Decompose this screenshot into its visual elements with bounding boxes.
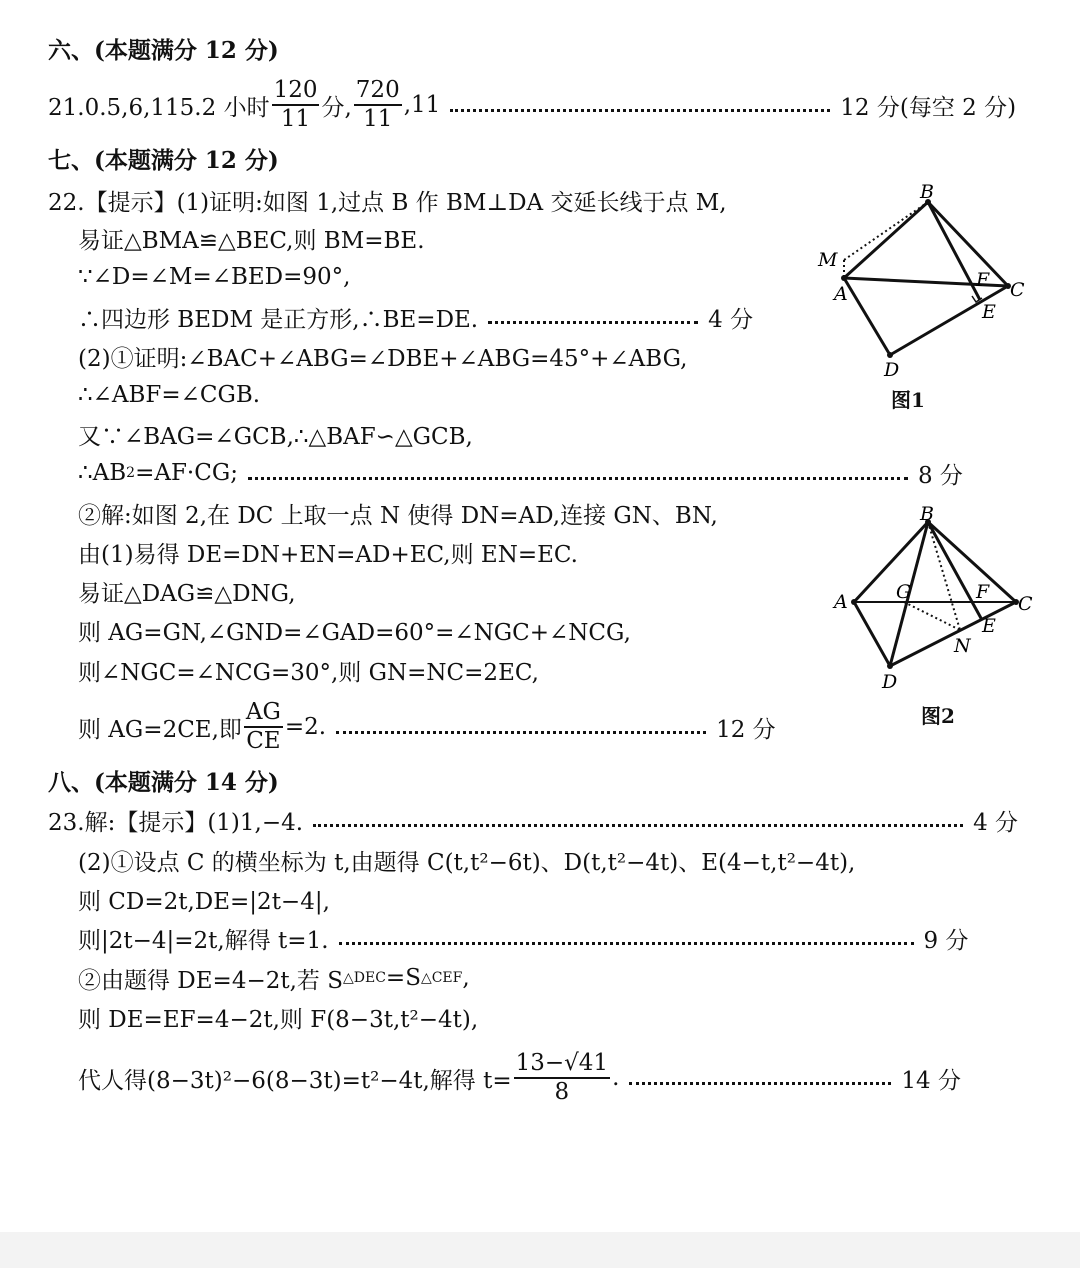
fig2-label-d: D [882, 671, 898, 693]
q23-line-5-b: =S [385, 965, 421, 991]
figure-1-caption: 图1 [891, 388, 925, 412]
q23-line-5-sub1: △DEC [342, 970, 386, 986]
q22-line-14 [78, 700, 776, 754]
q22-line-14-b: =2. [284, 714, 327, 740]
q22-frac-den: CE [246, 728, 281, 754]
q23-score-9: 9 分 [923, 927, 969, 954]
q23-line-7-b: . [612, 1065, 620, 1091]
q22-fraction [244, 701, 283, 753]
q21-frac1-num: 120 [272, 79, 320, 106]
fig2-point-d [887, 663, 893, 669]
q23-line-1 [48, 800, 1018, 840]
fig2-line-be [928, 522, 982, 620]
fig1-point-a [841, 275, 847, 281]
section-6-header: 六、(本题满分 12 分) [48, 36, 279, 64]
q23-line-4-text: 则|2t−4|=2t,解得 t=1. [78, 927, 329, 954]
q22-line-8-b: =AF·CG; [135, 460, 238, 486]
fig2-label-f: F [976, 581, 990, 603]
section-8-header: 八、(本题满分 14 分) [48, 768, 279, 796]
fig1-label-m: M [818, 249, 838, 271]
q22-line-6: ∴∠ABF=∠CGB. [78, 382, 261, 408]
leader-dots [488, 318, 698, 324]
q21-fraction-1 [272, 79, 320, 131]
leader-dots [313, 821, 963, 827]
q22-line-12: 则 AG=GN,∠GND=∠GAD=60°=∠NGC+∠NCG, [78, 619, 631, 646]
fig1-label-e: E [982, 301, 996, 323]
q22-line-8-sup: 2 [126, 465, 136, 481]
fig1-label-c: C [1010, 279, 1025, 301]
q22-score-8: 8 分 [917, 462, 963, 489]
fig2-line-bc [928, 522, 1016, 602]
figure-2-caption: 图2 [921, 704, 955, 728]
q23-frac-den: 8 [554, 1079, 570, 1105]
fig1-label-f: F [976, 269, 990, 291]
q22-line-10: 由(1)易得 DE=DN+EN=AD+EC,则 EN=EC. [78, 541, 578, 568]
fig1-point-d [887, 352, 893, 358]
q21-line [48, 77, 1017, 132]
q22-line-2: 易证△BMA≌△BEC,则 BM=BE. [78, 227, 425, 254]
q22-line-5: (2)①证明:∠BAC+∠ABG=∠DBE+∠ABG=45°+∠ABG, [78, 345, 688, 372]
q23-fraction [514, 1052, 610, 1104]
fig1-line-ad [844, 278, 890, 355]
figure-1 [800, 180, 1040, 380]
q22-score-4: 4 分 [708, 306, 754, 333]
q22-line-1: 22.【提示】(1)证明:如图 1,过点 B 作 BM⊥DA 交延长线于点 M, [48, 189, 727, 216]
leader-dots [629, 1079, 891, 1085]
q21-text-a: 21.0.5,6,115.2 小时 [48, 94, 270, 121]
q22-line-9: ②解:如图 2,在 DC 上取一点 N 使得 DN=AD,连接 GN、BN, [78, 502, 718, 529]
q23-line-4 [78, 918, 968, 958]
leader-dots [339, 939, 914, 945]
q23-line-5-a: ②由题得 DE=4−2t,若 S [78, 967, 343, 994]
fig2-label-a: A [834, 591, 848, 613]
fig2-label-e: E [982, 615, 996, 637]
fig2-line-dc [890, 602, 1016, 666]
q22-line-8 [78, 453, 963, 493]
q23-score-4: 4 分 [973, 809, 1019, 836]
q21-frac2-den: 11 [363, 106, 393, 132]
q23-line-5-sub2: △CEF [420, 970, 463, 986]
fig1-label-b: B [920, 181, 934, 203]
page-bottom-edge [0, 1232, 1080, 1268]
fig1-line-ba [844, 202, 928, 278]
q21-text-c: ,11 [403, 92, 441, 118]
fig1-label-d: D [884, 359, 900, 380]
q23-score-14: 14 分 [901, 1067, 961, 1094]
figure-2 [820, 500, 1040, 700]
q23-line-7-a: 代人得(8−3t)²−6(8−3t)=t²−4t,解得 t= [78, 1067, 512, 1094]
fig2-line-ad [854, 602, 890, 666]
q21-frac2-num: 720 [354, 79, 402, 106]
q23-line-1-text: 23.解:【提示】(1)1,−4. [48, 809, 304, 836]
q23-line-5 [78, 958, 470, 998]
q23-frac-num: 13−√41 [514, 1052, 610, 1079]
leader-dots [336, 728, 706, 734]
q23-line-2: (2)①设点 C 的横坐标为 t,由题得 C(t,t²−6t)、D(t,t²−4t)、E(4−t,t²−4t), [78, 849, 856, 876]
section-7-header: 七、(本题满分 12 分) [48, 146, 279, 174]
q22-line-4 [78, 297, 753, 337]
q22-line-8-a: ∴AB [78, 460, 127, 486]
q23-line-5-c: , [462, 965, 470, 991]
leader-dots [248, 474, 908, 480]
q22-line-11: 易证△DAG≌△DNG, [78, 580, 296, 607]
fig1-label-a: A [834, 283, 848, 305]
q21-score: 12 分(每空 2 分) [840, 94, 1017, 121]
q23-line-3: 则 CD=2t,DE=|2t−4|, [78, 888, 330, 915]
leader-dots [450, 106, 830, 112]
q22-line-3: ∵∠D=∠M=∠BED=90°, [78, 264, 351, 290]
q22-frac-num: AG [244, 701, 283, 728]
q22-line-13: 则∠NGC=∠NCG=30°,则 GN=NC=2EC, [78, 659, 539, 686]
q22-score-12: 12 分 [716, 716, 776, 743]
q22-line-14-a: 则 AG=2CE,即 [78, 716, 242, 743]
fig2-label-n: N [954, 635, 971, 657]
fig2-label-b: B [920, 503, 934, 525]
fig2-point-a [851, 599, 857, 605]
q22-line-7: 又∵∠BAG=∠GCB,∴△BAF∽△GCB, [78, 423, 473, 450]
q23-line-7 [78, 1050, 961, 1106]
q22-line-4-text: ∴四边形 BEDM 是正方形,∴BE=DE. [78, 306, 479, 333]
fig2-label-g: G [896, 581, 912, 603]
q21-fraction-2 [354, 79, 402, 131]
fig1-line-be [928, 202, 980, 300]
q21-frac1-den: 11 [280, 106, 311, 132]
fig2-dotted-gn [904, 602, 960, 630]
fig2-label-c: C [1018, 593, 1033, 615]
q21-text-b: 分, [321, 94, 352, 121]
fig1-dotted-bm [844, 202, 928, 260]
fig1-line-bc [928, 202, 1008, 286]
q23-line-6: 则 DE=EF=4−2t,则 F(8−3t,t²−4t), [78, 1006, 479, 1033]
